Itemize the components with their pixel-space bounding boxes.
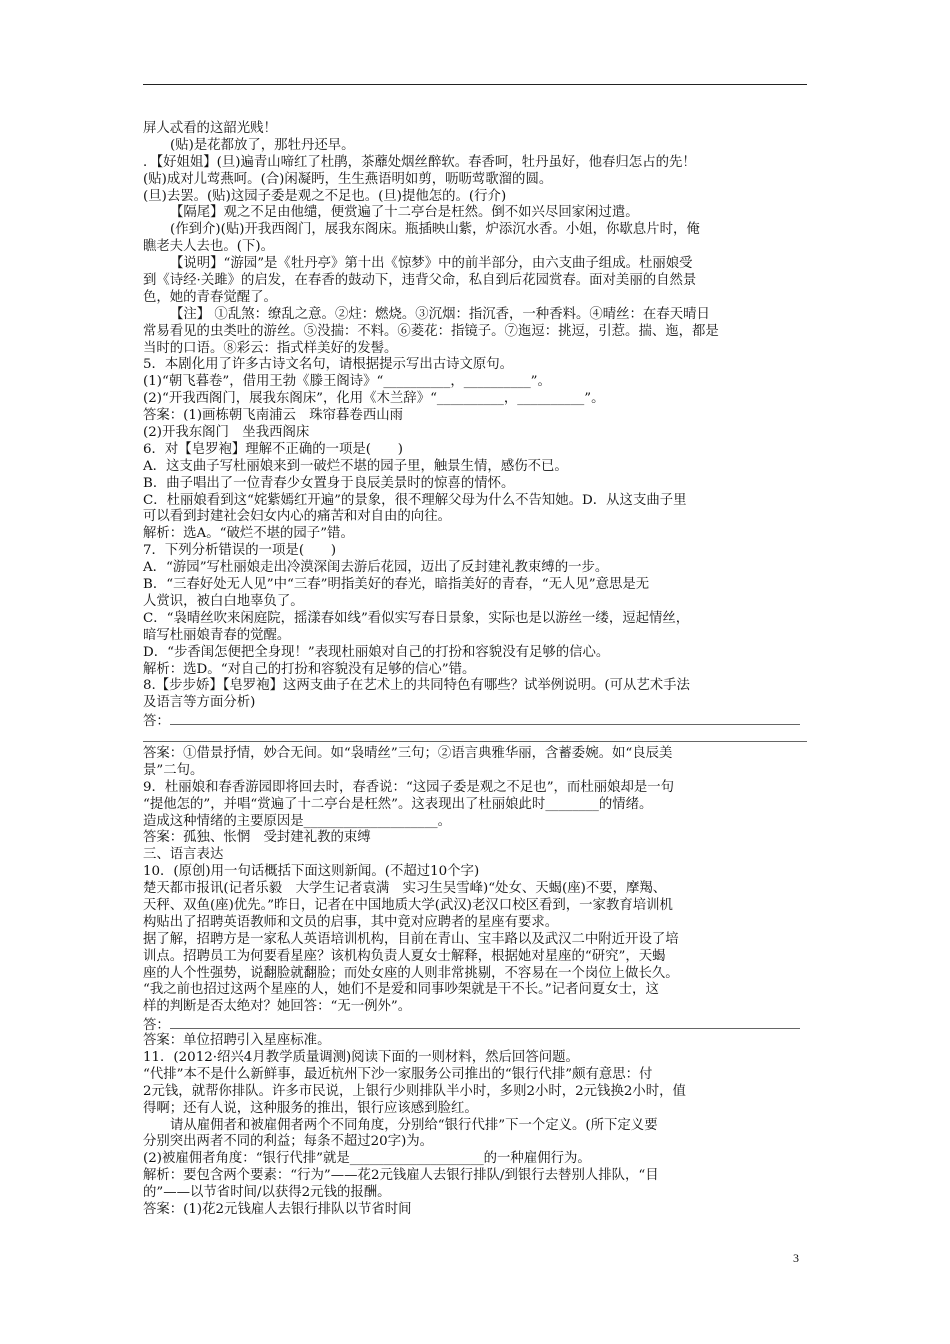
text-line-content: 答案：①借景抒情，妙合无间。如“袅晴丝”三句；②语言典雅华丽，含蓄委婉。如“良辰美 [143,745,673,761]
text-line-content: 瞧老夫人去也。(下)。 [143,239,274,255]
text-line [143,780,813,797]
text-line-content: 到《诗经·关雎》的启发，在春香的鼓动下，违背父命，私自到后花园赏春。面对美丽的自然景 [143,273,697,289]
text-line-content: 解析：选D。“对自己的打扮和容貌没有足够的信心”错。 [143,661,476,677]
answer-blank-rule[interactable] [143,729,807,742]
text-line [143,509,813,526]
text-line [143,594,813,611]
text-line-content: 答： [143,1018,170,1034]
text-line [143,239,813,256]
text-line [143,1118,813,1135]
answer-blank-rule[interactable] [170,1016,800,1029]
text-line [143,155,813,172]
text-line-content: “我之前也招过这两个星座的人，她们不是爱和同事吵架就是干不长。”记者问夏女士，这 [143,982,659,998]
text-line [143,374,813,391]
text-line [143,1185,813,1202]
text-line-content: 请从雇佣者和被雇佣者两个不同角度，分别给“银行代排”下一个定义。(所下定义要 [170,1117,658,1133]
text-line-content: 答案：单位招聘引入星座标准。 [143,1033,331,1049]
text-line [143,763,813,780]
text-line-content: 6．对【皂罗袍】理解不正确的一项是( ) [143,441,403,457]
text-line [143,493,813,510]
text-line [143,459,813,476]
text-line [143,915,813,932]
text-line [143,645,813,662]
text-line [143,577,813,594]
text-line-content: (作到介)(贴)开我西阁门，展我东阁床。瓶插映山紫，炉添沉水香。小姐，你歇息片时，俺 [170,222,700,238]
text-line [143,307,813,324]
text-line [143,121,813,138]
text-line [143,1134,813,1151]
text-line [143,222,813,239]
text-line-content: 常易看见的虫类吐的游丝。⑤没揣：不料。⑥菱花：指镜子。⑦迤逗：挑逗，引惹。揣、迤，都是 [143,323,719,339]
text-line [143,847,813,864]
text-line [143,1033,813,1050]
text-line-content: (2)开我东阁门 坐我西阁床 [143,425,310,441]
text-line [143,560,813,577]
text-line-content: 可以看到封建社会妇女内心的痛苦和对自由的向往。 [143,509,451,525]
text-line-content: C．“袅晴丝吹来闲庭院，摇漾春如线”看似实写春日景象，实际也是以游丝一缕，逗起情丝， [143,610,690,626]
text-line-content: 屏人忒看的这韶光贱！ [143,121,277,136]
text-line-content: 及语言等方面分析) [143,695,256,711]
text-line [143,1168,813,1185]
text-line-content: 训点。招聘员工为何要看星座？该机构负责人夏女士解释，根据她对星座的“研究”，天蝎 [143,948,666,964]
text-line-content: 的”——以节省时间/以获得2元钱的报酬。 [143,1185,391,1201]
text-line-content: 5．本剧化用了许多古诗文名句，请根据提示写出古诗文原句。 [143,357,514,373]
text-line-content: 景”二句。 [143,762,204,778]
text-line-content: 样的判断是否太绝对？她回答：“无一例外”。 [143,999,412,1015]
text-line [143,628,813,645]
text-line [143,864,813,881]
text-line-content: 【注】 ①乱煞：缭乱之意。②炷：燃烧。③沉烟：指沉香，一种香料。④晴丝：在春天晴日 [170,306,710,322]
text-line [143,999,813,1016]
text-line-content: 答： [143,714,170,730]
document-body [143,121,813,1219]
text-line [143,391,813,408]
text-line [143,442,813,459]
answer-line [143,712,813,729]
text-line [143,881,813,898]
text-line [143,966,813,983]
text-line-content: (贴)是花都放了，那牡丹还早。 [170,137,355,153]
text-line-content: 造成这种情绪的主要原因是____________________。 [143,813,451,829]
answer-line [143,729,813,746]
text-line-content: 人赏识，被白白地辜负了。 [143,593,304,609]
text-line-content: B．曲子唱出了一位青春少女置身于良辰美景时的惊喜的情怀。 [143,475,515,491]
text-line-content: “代排”本不是什么新鲜事，最近杭州下沙一家服务公司推出的“银行代排”颇有意思：付 [143,1066,653,1082]
text-line-content: 得啊；还有人说，这种服务的推出，银行应该感到脸红。 [143,1100,478,1116]
text-line-content: 当时的口语。⑧彩云：指式样美好的发髻。 [143,340,398,356]
text-line [143,746,813,763]
text-line-content: 答案：(1)花2元钱雇人去银行排队以节省时间 [143,1202,412,1217]
header-rule [143,84,807,85]
text-line-content: (2)“开我西阁门，展我东阁床”，化用《木兰辞》“__________，__________”。 [143,391,605,407]
text-line [143,526,813,543]
text-line [143,324,813,341]
text-line-content: A．“游园”写杜丽娘走出冷漠深闺去游后花园，迈出了反封建礼教束缚的一步。 [143,560,609,576]
text-line [143,138,813,155]
text-line [143,189,813,206]
text-line-content: 解析：要包含两个要素：“行为”——花2元钱雇人去银行排队/到银行去替别人排队，“目 [143,1168,659,1184]
text-line [143,357,813,374]
text-line-content: (贴)成对儿莺燕呵。(合)闲凝眄，生生燕语明如剪，呖呖莺歌溜的圆。 [143,171,553,187]
text-line-content: 据了解，招聘方是一家私人英语培训机构，目前在青山、宝丰路以及武汉二中附近开设了培 [143,931,679,947]
answer-line [143,1016,813,1033]
text-line [143,814,813,831]
text-line [143,678,813,695]
text-line-content: 9．杜丽娘和春香游园即将回去时，春香说：“这园子委是观之不足也”，而杜丽娘却是一句 [143,779,675,795]
text-line-content: 天秤、双鱼(座)优先。”昨日，记者在中国地质大学(武汉)老汉口校区看到，一家教育培训机 [143,897,673,913]
text-line [143,797,813,814]
text-line [143,1067,813,1084]
text-line-content: 2元钱，就帮你排队。许多市民说，上银行少则排队半小时，多则2小时，2元钱换2小时，值 [143,1083,686,1099]
text-line [143,932,813,949]
text-line-content: (2)被雇佣者角度：“银行代排”就是____________________的一种雇佣行为。 [143,1151,591,1167]
text-line-content: C．杜丽娘看到这“姹紫嫣红开遍”的景象，很不理解父母为什么不告知她。D．从这支曲子里 [143,492,687,508]
text-line [143,543,813,560]
text-line [143,273,813,290]
text-line [143,1084,813,1101]
text-line [143,425,813,442]
text-line [143,1101,813,1118]
text-line-content: ．【好姐姐】(旦)遍青山啼红了杜鹃，茶蘼处烟丝醉软。春香呵，牡丹虽好，他春归怎占的先！ [143,154,696,170]
text-line-content: 10．(原创)用一句话概括下面这则新闻。(不超过10个字) [143,864,480,880]
text-line-content: 8.【步步娇】【皂罗袍】这两支曲子在艺术上的共同特色有哪些？试举例说明。(可从艺术手法 [143,678,690,694]
text-line [143,662,813,679]
text-line [143,408,813,425]
text-line [143,949,813,966]
text-line-content: A．这支曲子写杜丽娘来到一破烂不堪的园子里，触景生情，感伤不已。 [143,458,568,474]
text-line-content: 分别突出两者不同的利益；每条不超过20字)为。 [143,1134,434,1150]
text-line-content: 答案：孤独、怅惘 受封建礼教的束缚 [143,830,371,846]
text-line [143,290,813,307]
text-line [143,205,813,222]
text-line-content: 暗写杜丽娘青春的觉醒。 [143,627,291,643]
text-line-content: 构贴出了招聘英语教师和文员的启事，其中竟对应聘者的星座有要求。 [143,914,559,930]
text-line [143,611,813,628]
text-line [143,1050,813,1067]
text-line-content: 7．下列分析错误的一项是( ) [143,543,337,559]
text-line-content: 座的人个性强势，说翻脸就翻脸；而处女座的人则非常挑剔，不容易在一个岗位上做长久。 [143,965,679,981]
text-line-content: 解析：选A。“破烂不堪的园子”错。 [143,526,354,542]
text-line-content: D．“步香闺怎便把全身现！”表现杜丽娘对自己的打扮和容貌没有足够的信心。 [143,644,610,660]
text-line [143,476,813,493]
text-line [143,830,813,847]
text-line-content: 楚天都市报讯(记者乐毅 大学生记者袁满 实习生吴雪峰)“处女、天蝎(座)不要，摩羯、 [143,881,667,897]
text-line-content: B．“三春好处无人见”中“三春”明指美好的春光，暗指美好的青春，“无人见”意思是无 [143,577,650,593]
text-line [143,695,813,712]
text-line-content: 【说明】“游园”是《牡丹亭》第十出《惊梦》中的前半部分，由六支曲子组成。杜丽娘受 [170,256,693,272]
text-line-content: 11．(2012·绍兴4月教学质量调测)阅读下面的一则材料，然后回答问题。 [143,1049,579,1065]
text-line [143,341,813,358]
text-line [143,1151,813,1168]
answer-blank-rule[interactable] [170,712,800,725]
page-number: 3 [793,1251,799,1265]
text-line [143,982,813,999]
text-line-content: 色，她的青春觉醒了。 [143,289,277,305]
text-line-content: (1)“朝飞暮卷”，借用王勃《滕王阁诗》“__________，__________”。 [143,374,551,390]
text-line-content: 三、语言表达 [143,847,224,863]
text-line-content: 答案：(1)画栋朝飞南浦云 珠帘暮卷西山雨 [143,408,403,424]
text-line [143,256,813,273]
text-line-content: (旦)去罢。(贴)这园子委是观之不足也。(旦)提他怎的。(行介) [143,188,507,204]
text-line-content: 【隔尾】观之不足由他缱，便赏遍了十二亭台是枉然。倒不如兴尽回家闲过遣。 [170,205,639,221]
text-line [143,898,813,915]
text-line [143,172,813,189]
text-line [143,1202,813,1219]
text-line-content: “提他怎的”，并唱“赏遍了十二亭台是枉然”。这表现出了杜丽娘此时________的情绪。 [143,796,653,812]
